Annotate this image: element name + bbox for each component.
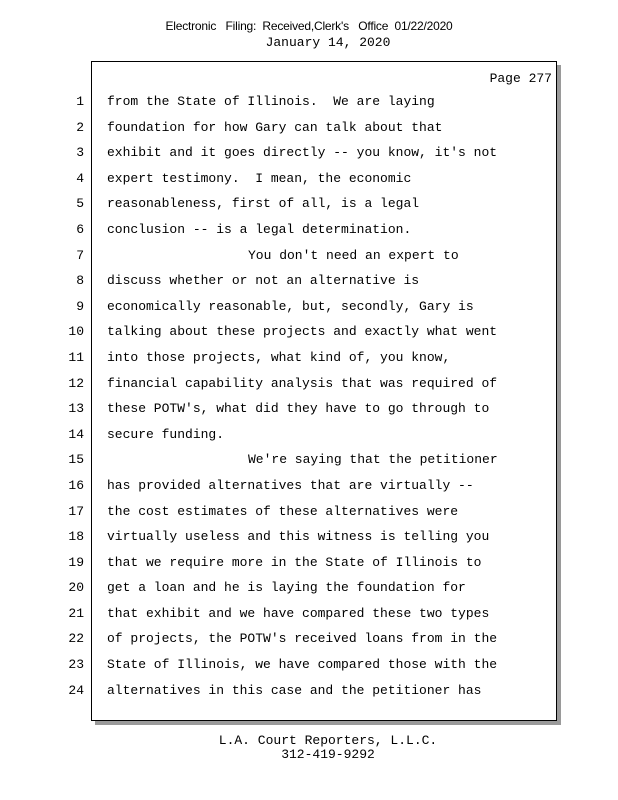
line-text: reasonableness, first of all, is a legal xyxy=(107,196,420,212)
transcript-line xyxy=(0,653,618,679)
footer-phone: 312-419-9292 xyxy=(281,747,375,762)
transcript-line xyxy=(0,500,618,526)
transcript-line xyxy=(0,372,618,398)
line-number: 9 xyxy=(76,298,84,314)
line-number: 20 xyxy=(68,580,84,596)
line-number: 16 xyxy=(68,477,84,493)
line-text: exhibit and it goes directly -- you know, it's not xyxy=(107,145,498,161)
line-number: 11 xyxy=(68,349,84,365)
transcript-line xyxy=(0,525,618,551)
transcript-line xyxy=(0,167,618,193)
line-number: 19 xyxy=(68,554,84,570)
line-text: that we require more in the State of Illinois to xyxy=(107,554,482,570)
line-text: from the State of Illinois. We are laying xyxy=(107,94,435,109)
transcript-line xyxy=(0,141,618,167)
line-number: 23 xyxy=(68,657,84,673)
transcript-line xyxy=(0,244,618,270)
line-number: 12 xyxy=(68,375,84,391)
line-number: 5 xyxy=(76,196,84,212)
transcript-line xyxy=(0,551,618,577)
line-text: We're saying that the petitioner xyxy=(248,452,498,468)
line-text: virtually useless and this witness is telling you xyxy=(107,529,490,545)
transcript-line xyxy=(0,269,618,295)
transcript-line xyxy=(0,218,618,244)
transcript-line xyxy=(0,448,618,474)
line-text: get a loan and he is laying the foundation for xyxy=(107,580,466,596)
transcript-line xyxy=(0,576,618,602)
line-number: 21 xyxy=(68,605,84,621)
transcript-line xyxy=(0,474,618,500)
line-number: 7 xyxy=(76,247,84,263)
line-text: talking about these projects and exactly what went xyxy=(107,324,498,340)
transcript-date: January 14, 2020 xyxy=(265,35,391,50)
transcript-line xyxy=(0,397,618,423)
line-text: has provided alternatives that are virtually -- xyxy=(107,477,474,493)
line-number: 18 xyxy=(68,529,84,545)
line-number: 6 xyxy=(76,221,84,237)
line-number: 1 xyxy=(76,94,84,109)
line-number: 3 xyxy=(76,145,84,161)
filing-stamp: Electronic Filing: Received,Clerk's Office 01/22/2020 xyxy=(165,19,453,33)
line-text: the cost estimates of these alternatives were xyxy=(107,503,459,519)
line-text: into those projects, what kind of, you know, xyxy=(107,349,451,365)
line-text: of projects, the POTW's received loans from in the xyxy=(107,631,498,647)
line-number: 2 xyxy=(76,119,84,135)
line-number: 4 xyxy=(76,170,84,186)
transcript-line xyxy=(0,346,618,372)
page-number: Page 277 xyxy=(489,71,552,86)
transcript-line xyxy=(0,320,618,346)
transcript-line xyxy=(0,679,618,705)
line-number: 10 xyxy=(68,324,84,340)
transcript-body xyxy=(0,90,618,704)
transcript-line xyxy=(0,116,618,142)
line-text: these POTW's, what did they have to go through to xyxy=(107,401,490,417)
transcript-line xyxy=(0,602,618,628)
line-text: discuss whether or not an alternative is xyxy=(107,273,420,289)
line-text: financial capability analysis that was required of xyxy=(107,375,498,391)
line-text: alternatives in this case and the petitioner has xyxy=(107,682,482,698)
line-text: State of Illinois, we have compared those with the xyxy=(107,657,498,673)
line-text: conclusion -- is a legal determination. xyxy=(107,221,412,237)
transcript-line xyxy=(0,192,618,218)
transcript-line xyxy=(0,90,618,116)
transcript-line xyxy=(0,423,618,449)
transcript-line xyxy=(0,295,618,321)
transcript-line xyxy=(0,627,618,653)
line-text: economically reasonable, but, secondly, Gary is xyxy=(107,298,474,314)
line-text: foundation for how Gary can talk about that xyxy=(107,119,443,135)
line-text: that exhibit and we have compared these two types xyxy=(107,605,490,621)
line-text: expert testimony. I mean, the economic xyxy=(107,170,412,186)
line-number: 24 xyxy=(68,682,84,698)
line-text: You don't need an expert to xyxy=(248,247,459,263)
line-text: secure funding. xyxy=(107,426,225,442)
footer-company: L.A. Court Reporters, L.L.C. xyxy=(218,733,438,748)
line-number: 22 xyxy=(68,631,84,647)
line-number: 15 xyxy=(68,452,84,468)
line-number: 17 xyxy=(68,503,84,519)
line-number: 8 xyxy=(76,273,84,289)
line-number: 13 xyxy=(68,401,84,417)
line-number: 14 xyxy=(68,426,84,442)
